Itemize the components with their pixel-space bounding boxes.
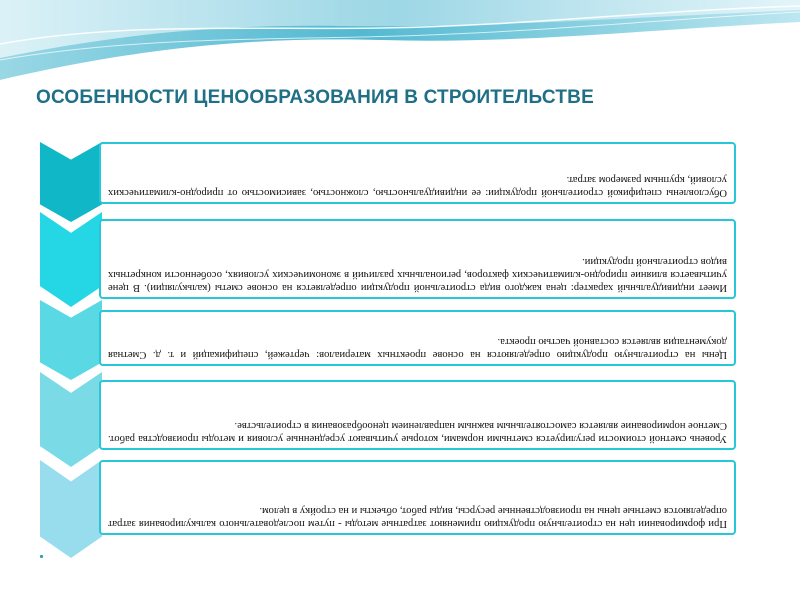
item-textbox-1 xyxy=(99,142,736,204)
item-text-5: При формировании цен на строительную продукцию применяют затратные методы - путем последовательного калькулирования затрат определяются сметные цены на производственные ресурсы, виды работ, объекты и на стройку в целом. xyxy=(108,505,727,529)
item-text-2: Имеет индивидуальный характер: цена каждого вида строительной продукции определяется на основе сметы (калькуляции). В цене учитывается влияние природно-климатических факторов, региональных различий в экономических условиях, особенности конкретных видов строительной продукции. xyxy=(108,256,727,293)
item-textbox-3 xyxy=(99,310,736,366)
chevron-marker-5 xyxy=(40,460,102,558)
header-wave-decoration xyxy=(0,0,800,80)
chevron-marker-3 xyxy=(40,300,102,380)
item-text-4: Уровень сметной стоимости регулируется сметными нормами, которые учитывают усредненные условия и методы производства работ. Сметное нормирование является самостоятельным важным направлением ценообразования в строительстве. xyxy=(108,420,727,444)
bullet-dot xyxy=(40,555,43,558)
chevron-marker-2 xyxy=(40,212,102,307)
chevron-marker-1 xyxy=(40,142,102,222)
item-textbox-2 xyxy=(99,219,736,299)
item-text-1: Обусловлены спецификой строительной продукции: ее индивидуальностью, сложностью, зависимостью от природно-климатических условий, крупным размером затрат. xyxy=(108,174,727,198)
item-textbox-4 xyxy=(99,380,736,450)
chevron-marker-4 xyxy=(40,372,102,467)
item-text-3: Цены на строительную продукцию определяются на основе проектных материалов: чертежей, спецификаций и т. д. Сметная документация является составной частью проекта. xyxy=(108,336,727,360)
slide-title: ОСОБЕННОСТИ ЦЕНООБРАЗОВАНИЯ В СТРОИТЕЛЬСТВЕ xyxy=(36,87,594,108)
item-textbox-5 xyxy=(99,460,736,535)
